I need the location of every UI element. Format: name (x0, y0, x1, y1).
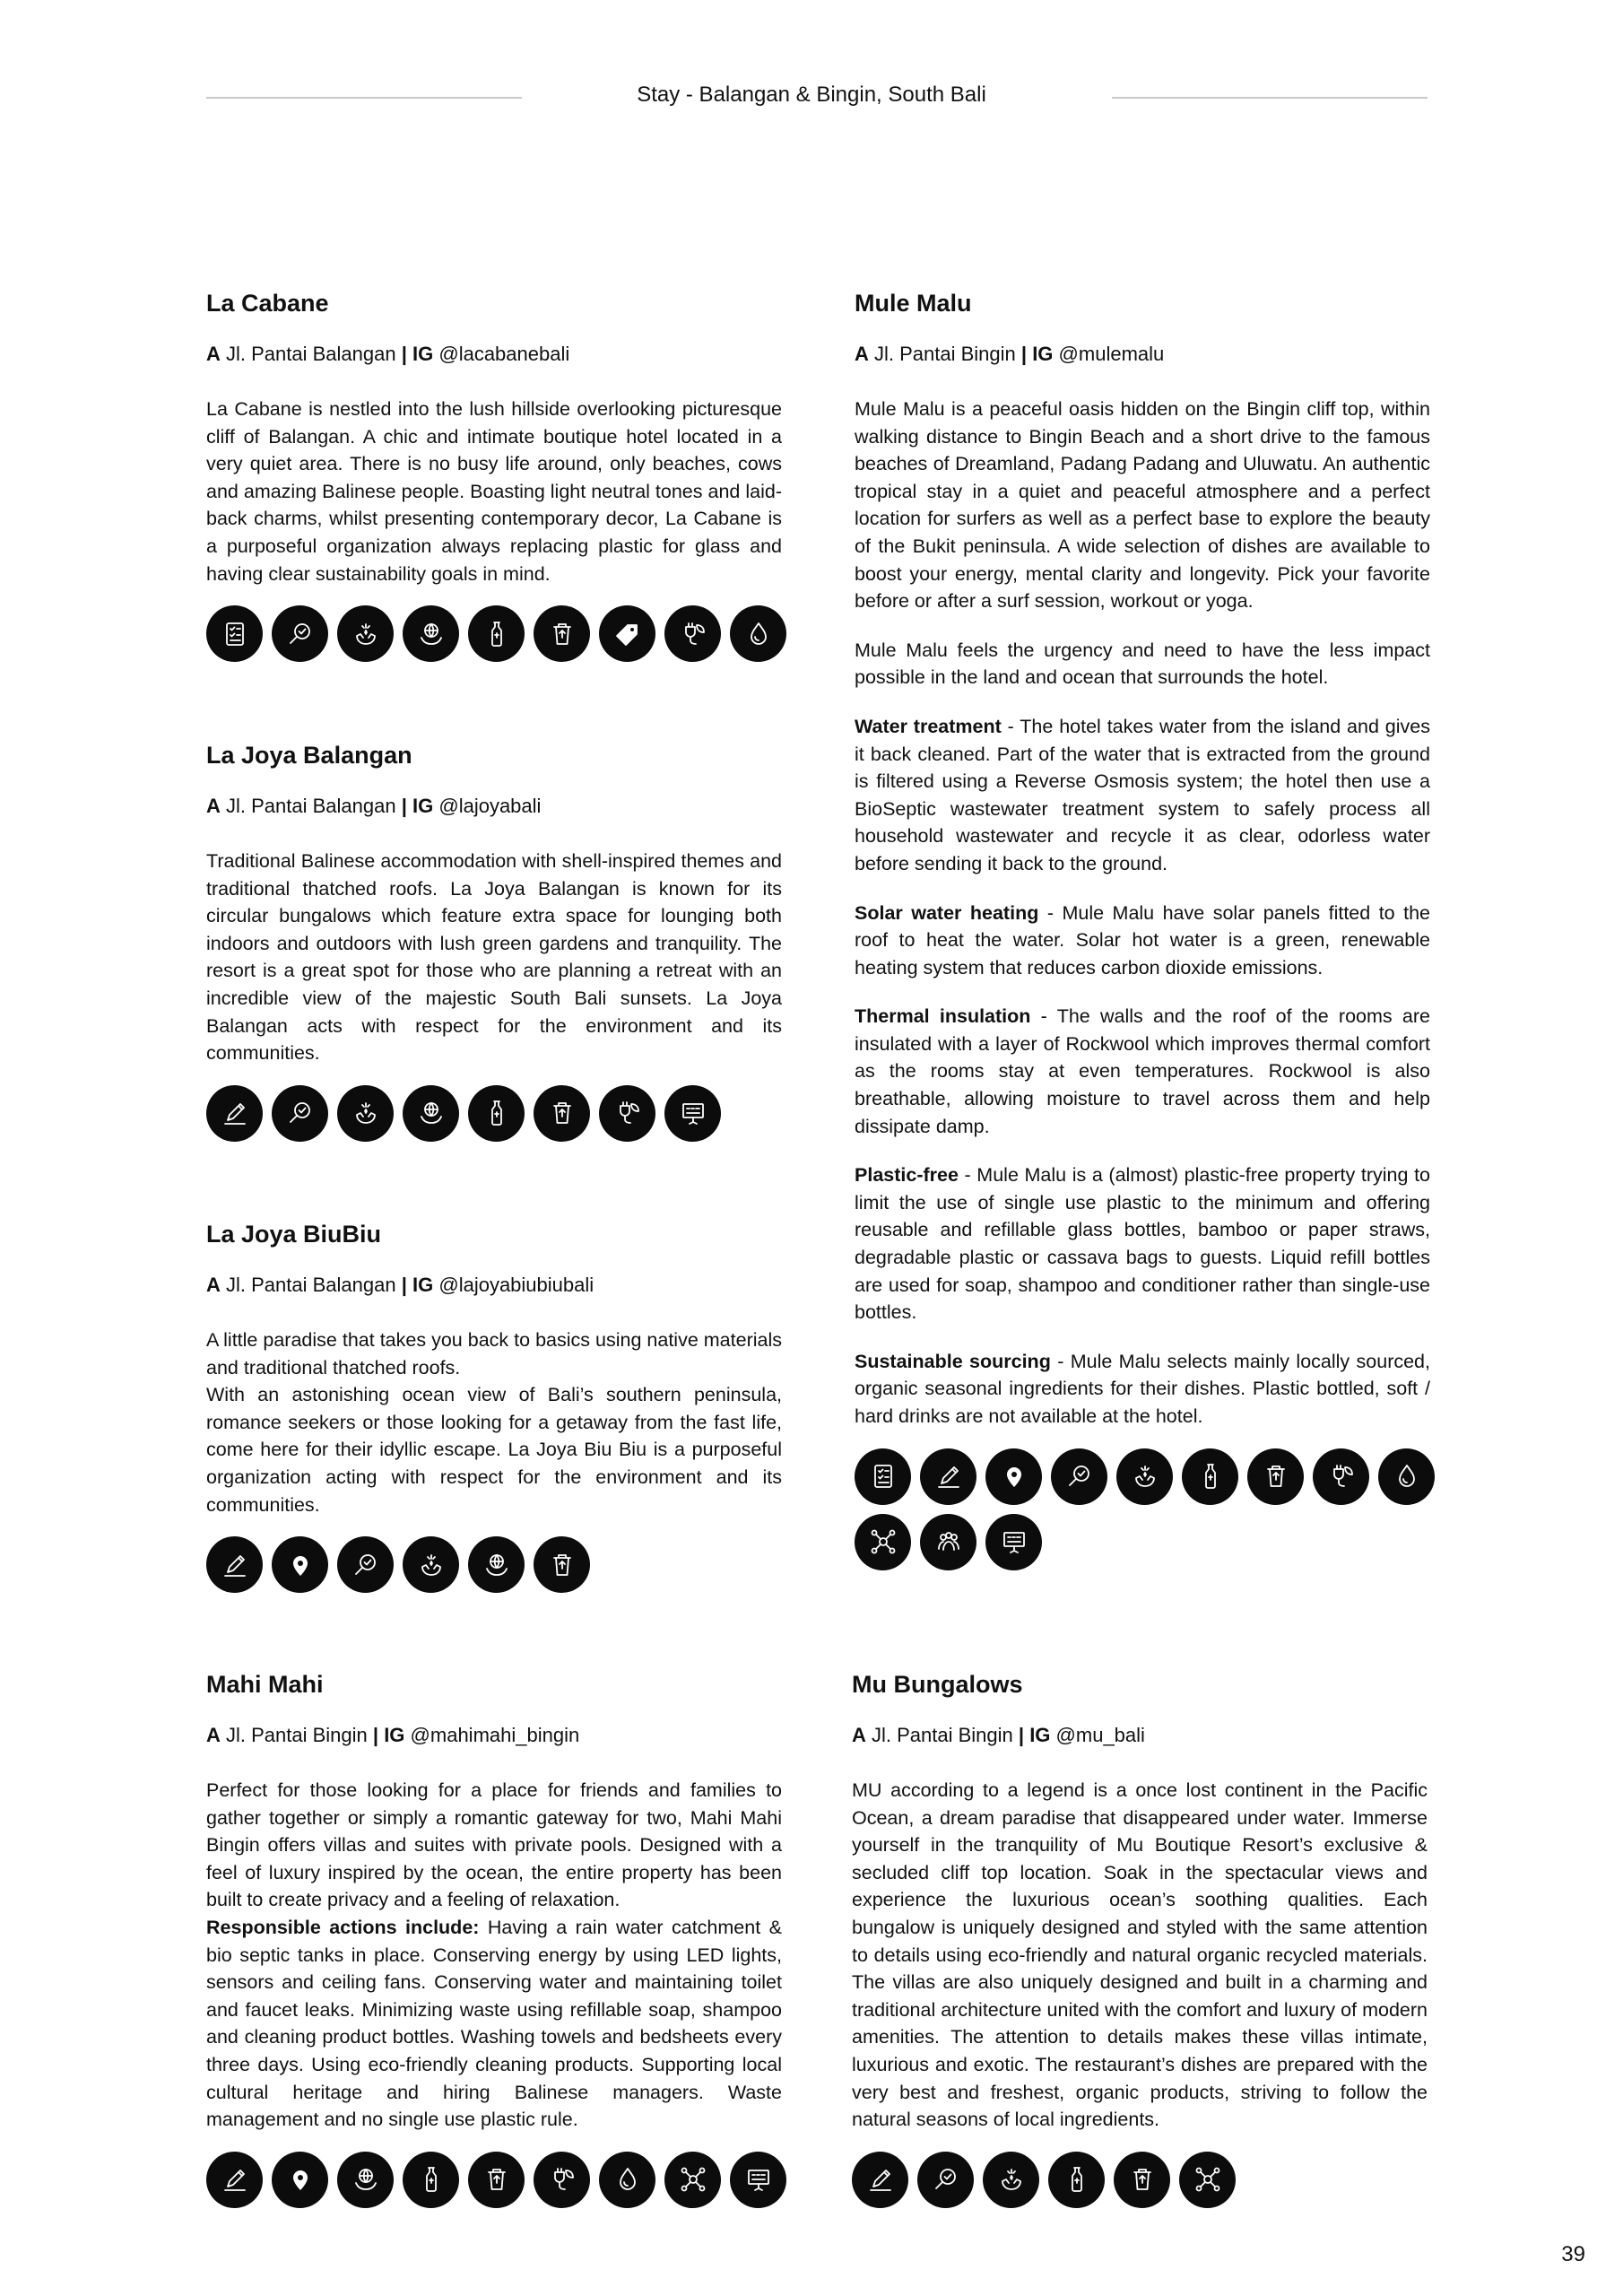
listing-mu-bungalows (852, 1670, 1428, 2208)
sustainability-icons (206, 2152, 789, 2208)
map-pin-icon (985, 1448, 1042, 1505)
instagram-handle: @lajoyabali (438, 795, 542, 817)
recycle-bin-icon (468, 2152, 525, 2208)
listing-address-line: A Jl. Pantai Balangan | IG @lajoyabali (206, 795, 542, 817)
magnifier-check-icon (272, 1085, 328, 1142)
listing-description: A little paradise that takes you back to basics using native materials and traditional thatched roofs. With an astonishing ocean view of Bali’s southern peninsula, romance seekers or those looking for a getaway from the fast life, come here for their idyllic escape. La Joya Biu Biu is a purposeful organization acting with respect for the environment and its communities. (206, 1329, 782, 1516)
section-title-actions: Responsible actions include: (206, 1916, 480, 1938)
listing-mahi-mahi (206, 1670, 782, 2208)
hands-sparkle-icon (983, 2152, 1039, 2208)
community-icon (920, 1514, 976, 1570)
sustainability-icons (206, 605, 789, 662)
instagram-handle: @mu_bali (1055, 1724, 1145, 1746)
listing-title: Mule Malu (855, 290, 972, 317)
page-header-title: Stay - Balangan & Bingin, South Bali (637, 83, 986, 107)
plug-leaf-icon (664, 605, 721, 662)
pen-sign-icon (852, 2152, 908, 2208)
listing-la-joya-biubiu (206, 1220, 782, 1593)
listing-la-joya-balangan (206, 741, 782, 1142)
magnifier-check-icon (337, 1536, 394, 1593)
presentation-board-icon (730, 2152, 786, 2208)
section-title-plastic: Plastic-free (855, 1164, 959, 1187)
listing-title: La Cabane (206, 290, 329, 317)
listing-address-line: A Jl. Pantai Bingin | IG @mu_bali (852, 1724, 1145, 1746)
recycle-bin-icon (534, 1085, 590, 1142)
listing-title: La Joya Balangan (206, 742, 412, 769)
globe-hands-icon (468, 1536, 525, 1593)
sustainability-icons (206, 1085, 789, 1142)
pen-sign-icon (206, 2152, 263, 2208)
water-drop-icon (730, 605, 786, 662)
sustainability-icons (855, 1448, 1437, 1570)
page-number: 39 (1561, 2242, 1585, 2266)
listing-description: Traditional Balinese accommodation with shell-inspired themes and traditional thatched roofs. La Joya Balangan is known for its circular bungalows which feature extra space for lounging both indoors and outdoors with lush green gardens and tranquility. The resort is a great spot for those who are planning a retreat with an incredible view of the majestic South Bali sunsets. La Joya Balangan acts with respect for the environment and its communities. (206, 850, 782, 1065)
recycle-bin-icon (534, 1536, 590, 1593)
listing-description: MU according to a legend is a once lost continent in the Pacific Ocean, a dream paradise that disappeared under water. Immerse yourself in the tranquility of Mu Boutique Resort’s exclusive & secluded cliff top location. Soak in the spectacular views and experience the luxurious ocean’s soothing qualities. Each bungalow is uniquely designed and styled with the same attention to details using eco-friendly and natural organic recycled materials. The villas are also uniquely designed and built in a charming and traditional architecture united with the comfort and luxury of modern amenities. The attention to details makes these villas intimate, luxurious and exotic. The restaurant’s dishes are prepared with the very best and freshest, organic products, striving to follow the natural seasons of local ingredients. (852, 1779, 1428, 2131)
listing-address-line: A Jl. Pantai Balangan | IG @lajoyabiubiubali (206, 1274, 595, 1296)
globe-hands-icon (403, 1085, 459, 1142)
hands-sparkle-icon (403, 1536, 459, 1593)
section-title-thermal: Thermal insulation (855, 1005, 1031, 1028)
globe-hands-icon (337, 2152, 394, 2208)
section-title-solar: Solar water heating (855, 901, 1039, 924)
bottle-icon (468, 605, 525, 662)
tag-leaf-icon (599, 605, 655, 662)
plug-leaf-icon (1313, 1448, 1369, 1505)
listing-la-cabane (206, 289, 782, 662)
listing-address-line: A Jl. Pantai Bingin | IG @mulemalu (855, 343, 1165, 365)
sustainability-icons (206, 1536, 789, 1593)
recycle-bin-icon (534, 605, 590, 662)
instagram-handle: @lajoyabiubiubali (438, 1274, 595, 1296)
listing-title: Mahi Mahi (206, 1671, 324, 1698)
presentation-board-icon (985, 1514, 1042, 1570)
listing-description: Perfect for those looking for a place for friends and families to gather together or simply a romantic gateway for two, Mahi Mahi Bingin offers villas and suites with private pools. Designed with a feel of luxury inspired by the ocean, the entire property has been built to create privacy and a feeling of relaxation. Responsible actions include: Having a rain water catchment & bio septic tanks in place. Conserving energy by using LED lights, sensors and ceiling fans. Conserving water and maintaining toilet and faucet leaks. Minimizing waste using refillable soap, shampoo and cleaning product bottles. Washing towels and bedsheets every three days. Using eco-friendly cleaning products. Supporting local cultural heritage and hiring Balinese managers. Waste management and no single use plastic rule. (206, 1779, 782, 2131)
instagram-handle: @mahimahi_bingin (410, 1724, 580, 1746)
hands-sparkle-icon (337, 605, 394, 662)
pen-sign-icon (206, 1085, 263, 1142)
magnifier-check-icon (917, 2152, 974, 2208)
section-title-sourcing: Sustainable sourcing (855, 1350, 1051, 1372)
hands-sparkle-icon (1116, 1448, 1173, 1505)
header-rule-right (1112, 97, 1428, 99)
checklist-icon (206, 605, 263, 662)
presentation-board-icon (664, 1085, 721, 1142)
magnifier-check-icon (1051, 1448, 1107, 1505)
plug-leaf-icon (599, 1085, 655, 1142)
bottle-icon (468, 1085, 525, 1142)
water-drop-icon (1378, 1448, 1435, 1505)
map-pin-icon (272, 1536, 328, 1593)
plug-leaf-icon (534, 2152, 590, 2208)
magnifier-check-icon (272, 605, 328, 662)
recycle-bin-icon (1247, 1448, 1304, 1505)
bottle-icon (403, 2152, 459, 2208)
listing-description: Mule Malu is a peaceful oasis hidden on the Bingin cliff top, within walking distance to Bingin Beach and a short drive to the famous beaches of Dreamland, Padang Padang and Uluwatu. An authentic tropical stay in a quiet and peaceful atmosphere and a perfect location for surfers as well as a perfect base to explore the beauty of the Bukit peninsula. A wide selection of dishes are available to boost your energy, mental clarity and longevity. Pick your favorite before or after a surf session, workout or yoga. Mule Malu feels the urgency and need to have the less impact possible in the land and ocean that surrounds the hotel. Water treatment - The hotel takes water from the island and gives it back cleaned. Part of the water that is extracted from the ground is filtered using a Reverse Osmosis system; the hotel then use a BioSeptic wastewater treatment system to safely process all household wastewater and recycle it as clear, odorless water before sending it back to the ground. Solar water heating - Mule Malu have solar panels fitted to the roof to heat the water. Solar hot water is a green, renewable heating system that reduces carbon dioxide emissions. Thermal insulation - The walls and the roof of the rooms are insulated with a layer of Rockwool which improves thermal comfort as the rooms stay at even temperatures. Rockwool is also breathable, allowing moisture to travel across them and help dissipate damp. Plastic-free - Mule Malu is a (almost) plastic-free property trying to limit the use of single use plastic to the minimum and offering reusable and refillable glass bottles, bamboo or paper straws, degradable plastic or cassava bags to guests. Liquid refill bottles are used for soap, shampoo and conditioner rather than single-use bottles. Sustainable sourcing - Mule Malu selects mainly locally sourced, organic seasonal ingredients for their dishes. Plastic bottled, soft / hard drinks are not available at the hotel. (855, 398, 1430, 1427)
instagram-handle: @mulemalu (1058, 343, 1165, 365)
listing-title: La Joya BiuBiu (206, 1221, 382, 1248)
listing-title: Mu Bungalows (852, 1671, 1023, 1698)
map-pin-icon (272, 2152, 328, 2208)
checklist-icon (855, 1448, 911, 1505)
hands-sparkle-icon (337, 1085, 394, 1142)
pen-sign-icon (206, 1536, 263, 1593)
bottle-icon (1048, 2152, 1105, 2208)
sustainability-icons (852, 2152, 1435, 2208)
network-nodes-icon (1179, 2152, 1236, 2208)
instagram-handle: @lacabanebali (438, 343, 570, 365)
listing-address-line: A Jl. Pantai Balangan | IG @lacabanebali (206, 343, 570, 365)
pen-sign-icon (920, 1448, 976, 1505)
network-nodes-icon (855, 1514, 911, 1570)
water-drop-icon (599, 2152, 655, 2208)
bottle-icon (1182, 1448, 1238, 1505)
listing-address-line: A Jl. Pantai Bingin | IG @mahimahi_bingin (206, 1724, 580, 1746)
listing-description: La Cabane is nestled into the lush hillside overlooking picturesque cliff of Balangan. A chic and intimate boutique hotel located in a very quiet area. There is no busy life around, only beaches, cows and amazing Balinese people. Boasting light neutral tones and laid-back charms, whilst presenting contemporary decor, La Cabane is a purposeful organization always replacing plastic for glass and having clear sustainability goals in mind. (206, 398, 782, 585)
globe-hands-icon (403, 605, 459, 662)
section-title-water: Water treatment (855, 715, 1002, 737)
listing-mule-malu (855, 289, 1430, 1570)
recycle-bin-icon (1114, 2152, 1170, 2208)
network-nodes-icon (664, 2152, 721, 2208)
